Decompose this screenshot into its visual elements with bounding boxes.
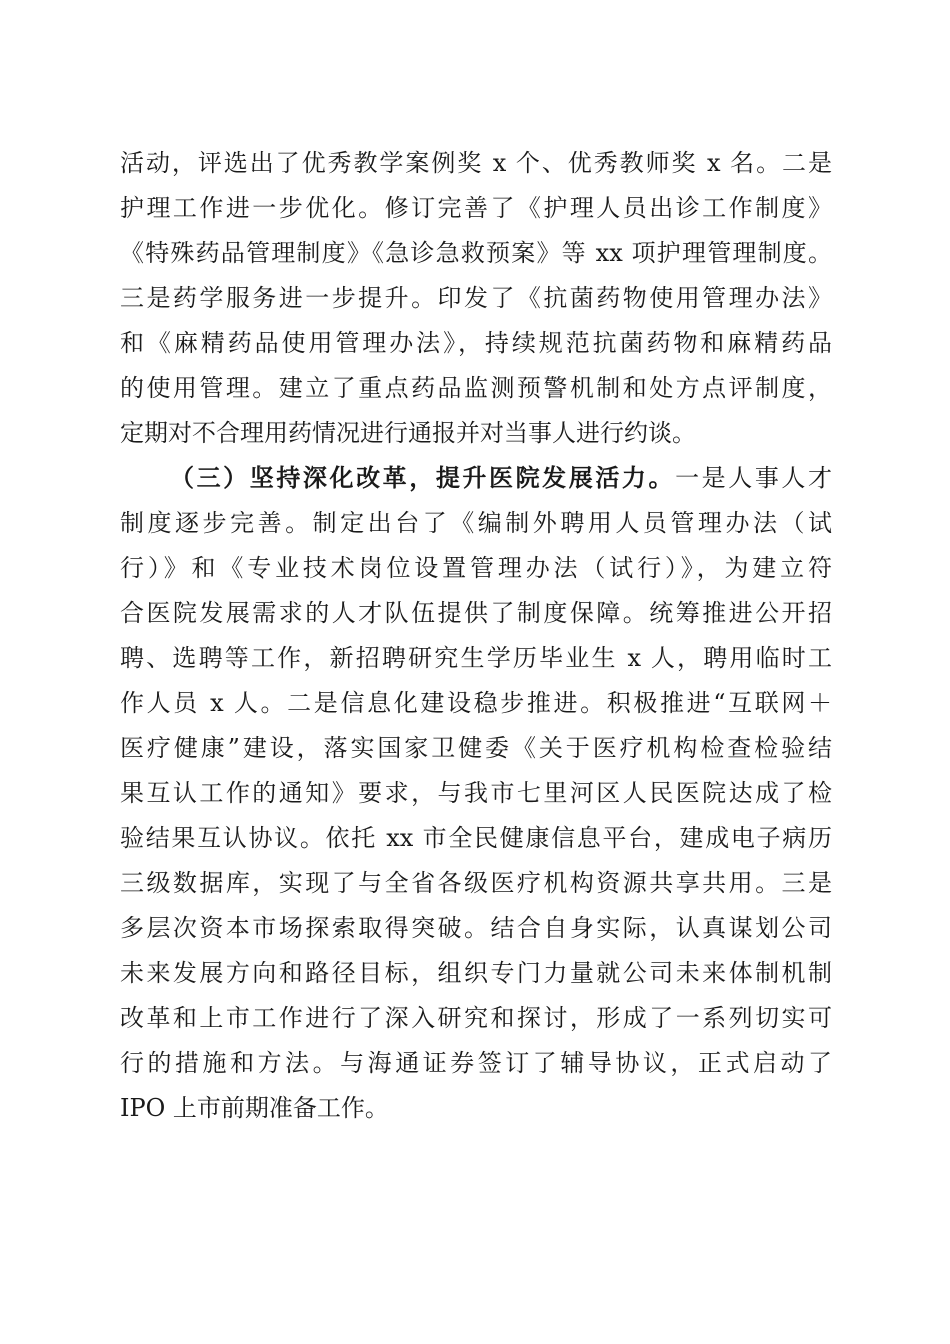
paragraph-line: 作人员 x 人。二是信息化建设稳步推进。积极推进“互联网＋ xyxy=(120,689,832,717)
paragraph-line: 三是药学服务进一步提升。印发了《抗菌药物使用管理办法》 xyxy=(120,284,832,312)
paragraph-line: 行的措施和方法。与海通证券签订了辅导协议，正式启动了 xyxy=(120,1049,832,1077)
paragraph-line: 聘、选聘等工作，新招聘研究生学历毕业生 x 人，聘用临时工 xyxy=(120,644,832,672)
paragraph-line: 制度逐步完善。制定出台了《编制外聘用人员管理办法（试 xyxy=(120,509,832,537)
paragraph-line: 和《麻精药品使用管理办法》，持续规范抗菌药物和麻精药品 xyxy=(120,329,832,357)
paragraph-line: 多层次资本市场探索取得突破。结合自身实际，认真谋划公司 xyxy=(120,914,832,942)
paragraph-line: 行）》和《专业技术岗位设置管理办法（试行）》，为建立符 xyxy=(120,554,832,582)
paragraph-line: 活动，评选出了优秀教学案例奖 x 个、优秀教师奖 x 名。二是 xyxy=(120,149,832,177)
paragraph-line: 《特殊药品管理制度》《急诊急救预案》等 xx 项护理管理制度。 xyxy=(120,239,832,267)
section-3-heading: （三）坚持深化改革，提升医院发展活力。 xyxy=(170,464,676,492)
paragraph-line: 定期对不合理用药情况进行通报并对当事人进行约谈。 xyxy=(120,419,696,447)
paragraph-line: 验结果互认协议。依托 xx 市全民健康信息平台，建成电子病历 xyxy=(120,824,832,852)
paragraph-line: 护理工作进一步优化。修订完善了《护理人员出诊工作制度》 xyxy=(120,194,832,222)
paragraph-line: 三级数据库，实现了与全省各级医疗机构资源共享共用。三是 xyxy=(120,869,832,897)
paragraph-line: 果互认工作的通知》要求，与我市七里河区人民医院达成了检 xyxy=(120,779,832,807)
paragraph-line: IPO 上市前期准备工作。 xyxy=(120,1094,389,1122)
paragraph-line: 合医院发展需求的人才队伍提供了制度保障。统筹推进公开招 xyxy=(120,599,832,627)
paragraph-line: 改革和上市工作进行了深入研究和探讨，形成了一系列切实可 xyxy=(120,1004,832,1032)
paragraph-line: 的使用管理。建立了重点药品监测预警机制和处方点评制度， xyxy=(120,374,832,402)
paragraph-line: 医疗健康”建设，落实国家卫健委《关于医疗机构检查检验结 xyxy=(120,734,832,762)
section-3-first-line xyxy=(170,458,832,498)
section-3-first-line-text: 一是人事人才 xyxy=(675,464,833,492)
paragraph-line: 未来发展方向和路径目标，组织专门力量就公司未来体制机制 xyxy=(120,959,832,987)
